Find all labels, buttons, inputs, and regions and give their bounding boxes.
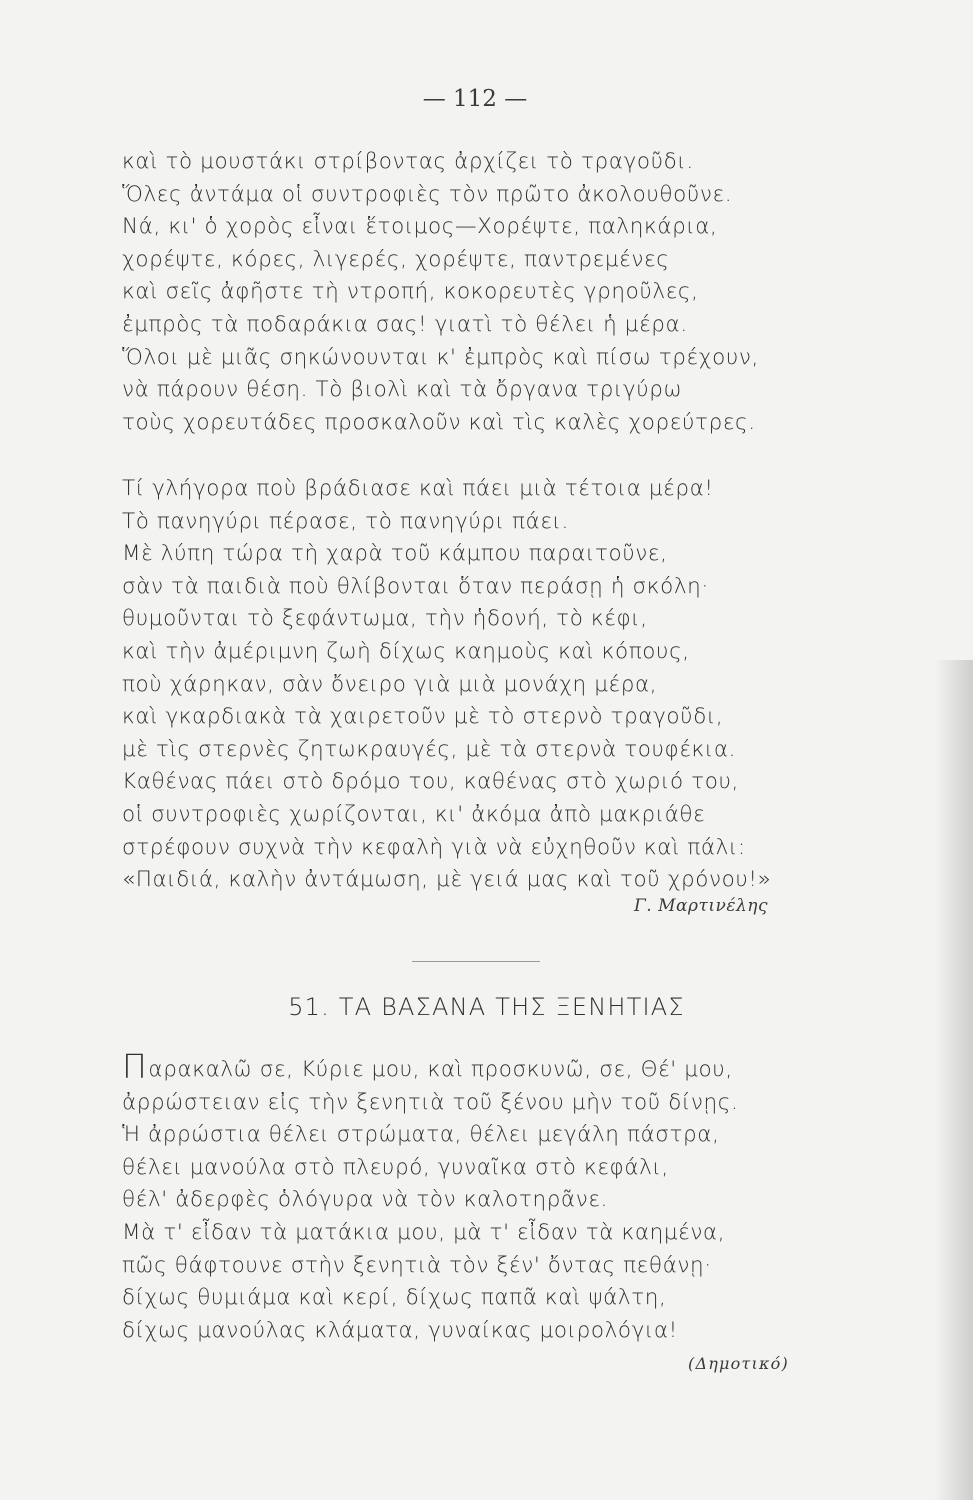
verse-line: ἐμπρὸς τὰ ποδαράκια σας! γιατὶ τὸ θέλει ἡ μέρα. — [122, 311, 688, 337]
verse-line: καὶ γκαρδιακὰ τὰ χαιρετοῦν μὲ τὸ στερνὸ τραγοῦδι, — [122, 704, 724, 730]
verse-line: Καθένας πάει στὸ δρόμο του, καθένας στὸ χωριό του, — [122, 769, 739, 795]
verse-line: θέλ' ἀδερφὲς ὁλόγυρα νὰ τὸν καλοτηρᾶνε. — [122, 1187, 608, 1213]
verse-line: καὶ σεῖς ἀφῆστε τὴ ντροπή, κοκορευτὲς γρηοῦλες, — [122, 279, 699, 305]
verse-line: στρέφουν συχνὰ τὴν κεφαλὴ γιὰ νὰ εὐχηθοῦν καὶ πάλι: — [122, 834, 746, 860]
verse-line: σὰν τὰ παιδιὰ ποὺ θλίβονται ὅταν περάσῃ ἡ σκόλη· — [122, 573, 709, 599]
verse-line: πῶς θάφτουνε στὴν ξενητιὰ τὸν ξέν' ὄντας πεθάνῃ· — [122, 1252, 712, 1278]
verse-line: θυμοῦνται τὸ ξεφάντωμα, τὴν ἡδονή, τὸ κέφι, — [122, 606, 648, 632]
verse-line: Τί γλήγορα ποὺ βράδιασε καὶ πάει μιὰ τέτοια μέρα! — [122, 476, 714, 501]
verse-line: τοὺς χορευτάδες προσκαλοῦν καὶ τὶς καλὲς χορεύτρες. — [122, 409, 756, 435]
poem-stanza-2 — [122, 473, 822, 897]
verse-line: Μὲ λύπη τώρα τὴ χαρὰ τοῦ κάμπου παραιτοῦνε, — [122, 541, 668, 567]
verse-line: Μὰ τ' εἶδαν τὰ ματάκια μου, μὰ τ' εἶδαν τὰ καημένα, — [122, 1219, 726, 1245]
section-title: 51. ΤΑ ΒΑΣΑΝΑ ΤΗΣ ΞΕΝΗΤΙΑΣ — [288, 993, 685, 1021]
poem-stanza-1 — [122, 146, 822, 439]
verse-line: Ὅλες ἀντάμα οἱ συντροφιὲς τὸν πρῶτο ἀκολουθοῦνε. — [122, 181, 733, 207]
source-attribution: (Δημοτικό) — [688, 1354, 789, 1373]
verse-line: Νά, κι' ὁ χορὸς εἶναι ἕτοιμος—Χορέψτε, παληκάρια, — [122, 214, 718, 240]
poem-section-51 — [122, 1047, 822, 1347]
verse-line: Ἡ ἀρρώστια θέλει στρώματα, θέλει μεγάλη πάστρα, — [122, 1122, 720, 1148]
author-signature: Γ. Μαρτινέλης — [634, 896, 768, 916]
verse-line: «Παιδιά, καλὴν ἀντάμωση, μὲ γειά μας καὶ τοῦ χρόνου!» — [122, 867, 772, 893]
verse-line: καὶ τὴν ἀμέριμνη ζωὴ δίχως καημοὺς καὶ κόπους, — [122, 638, 690, 664]
verse-line: δίχως μανούλας κλάματα, γυναίκας μοιρολόγια! — [122, 1317, 678, 1343]
drop-cap: Π — [122, 1047, 148, 1086]
verse-line: οἱ συντροφιὲς χωρίζονται, κι' ἀκόμα ἀπὸ μακριάθε — [122, 801, 706, 827]
verse-line: νὰ πάρουν θέση. Τὸ βιολὶ καὶ τὰ ὄργανα τριγύρω — [122, 377, 683, 403]
verse-line: μὲ τὶς στερνὲς ζητωκραυγές, μὲ τὰ στερνὰ τουφέκια. — [122, 736, 737, 762]
verse-line-first — [122, 1047, 822, 1087]
verse-line: ἀρρώστειαν εἰς τὴν ξενητιὰ τοῦ ξένου μὴν τοῦ δίνῃς. — [122, 1089, 739, 1115]
verse-line: Τὸ πανηγύρι πέρασε, τὸ πανηγύρι πάει. — [122, 508, 569, 534]
verse-line: ποὺ χάρηκαν, σὰν ὄνειρο γιὰ μιὰ μονάχη μέρα, — [122, 671, 658, 697]
verse-line: θέλει μανούλα στὸ πλευρό, γυναῖκα στὸ κεφάλι, — [122, 1154, 669, 1180]
page-edge-shadow — [935, 660, 973, 1500]
first-line-text: αρακαλῶ σε, Κύριε μου, καὶ προσκυνῶ, σε, Θέ' μου, — [148, 1057, 733, 1082]
verse-line: χορέψτε, κόρες, λιγερές, χορέψτε, παντρεμένες — [122, 246, 670, 272]
section-divider — [412, 961, 540, 962]
verse-line: δίχως θυμιάμα καὶ κερί, δίχως παπᾶ καὶ ψάλτη, — [122, 1285, 667, 1311]
page-number: — 112 — — [422, 86, 528, 112]
verse-line: καὶ τὸ μουστάκι στρίβοντας ἀρχίζει τὸ τραγοῦδι. — [122, 149, 694, 174]
verse-line: Ὅλοι μὲ μιᾶς σηκώνουνται κ' ἐμπρὸς καὶ πίσω τρέχουν, — [122, 344, 759, 370]
